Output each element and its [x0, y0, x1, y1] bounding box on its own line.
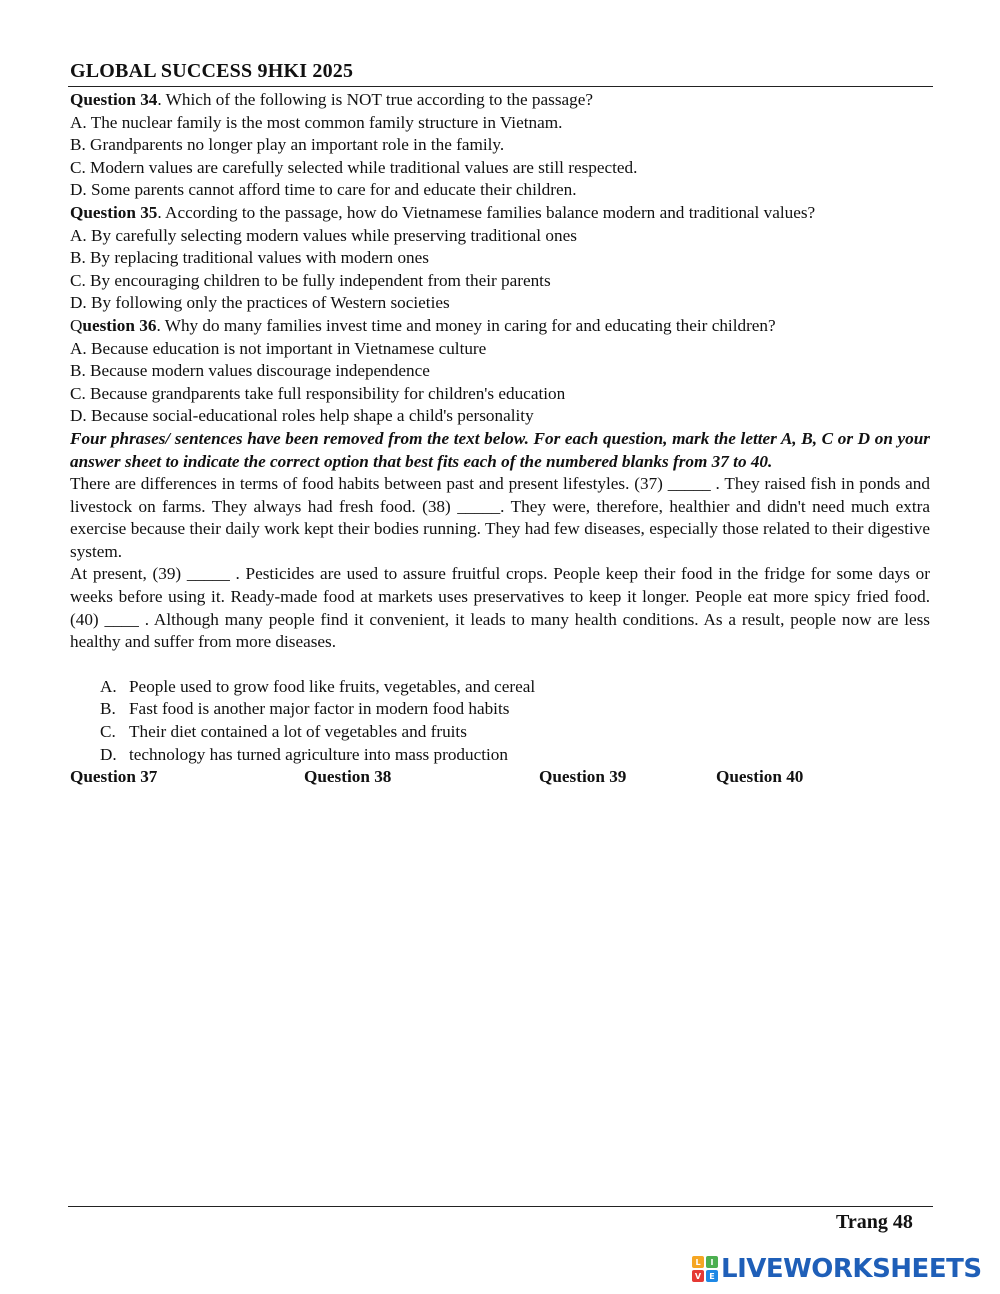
page-header-title: GLOBAL SUCCESS 9HKI 2025	[70, 60, 354, 82]
answer-slot-40[interactable]: Question 40	[716, 767, 804, 787]
answer-slot-row	[70, 766, 930, 790]
choice-text: People used to grow food like fruits, vegetables, and cereal	[129, 676, 536, 696]
question-option: D. Because social-educational roles help shape a child's personality	[70, 406, 534, 426]
footer-divider	[68, 1206, 933, 1207]
choice-list	[70, 676, 930, 766]
question-text: . According to the passage, how do Vietnamese families balance modern and traditional values?	[157, 202, 816, 222]
choice-letter: B.	[100, 699, 116, 719]
question-stem	[70, 315, 930, 338]
question-label: Question 34	[70, 90, 158, 109]
question-option: C. Modern values are carefully selected while traditional values are still respected.	[70, 157, 638, 177]
logo-letter: V	[692, 1270, 704, 1282]
question-text: . Which of the following is NOT true according to the passage?	[157, 90, 594, 109]
choice-item	[100, 721, 930, 744]
question-stem	[70, 202, 930, 225]
worksheet-content	[70, 89, 930, 790]
section-instruction: Four phrases/ sentences have been removed from the text below. For each question, mark the letter A, B, C or D on your answer sheet to indicate the correct option that best fits each of the numbered blanks from 37 to 40.	[70, 428, 930, 471]
answer-slot-39[interactable]: Question 39	[539, 767, 627, 787]
question-label-prefix: Q	[70, 315, 83, 335]
question-option: D. Some parents cannot afford time to care for and educate their children.	[70, 180, 577, 200]
question-36	[70, 315, 930, 428]
choice-letter: D.	[100, 744, 117, 764]
question-option: A. Because education is not important in Vietnamese culture	[70, 338, 487, 358]
choice-letter: A.	[100, 676, 117, 696]
choice-item	[100, 698, 930, 721]
question-option: D. By following only the practices of Western societies	[70, 293, 450, 313]
question-option: B. Because modern values discourage independence	[70, 361, 430, 381]
choice-item	[100, 744, 930, 767]
passage-paragraph: At present, (39) _____ . Pesticides are used to assure fruitful crops. People keep their food in the fridge for some days or weeks before using it. Ready-made food at markets uses preservatives to keep it longer. People eat more spicy fried food. (40) ____ . Although many people find it convenient, it leads to many health conditions. As a result, people now are less healthy and suffer from more diseases.	[70, 564, 930, 652]
question-option: C. Because grandparents take full responsibility for children's education	[70, 383, 566, 403]
liveworksheets-brand	[692, 1254, 982, 1284]
question-text: . Why do many families invest time and money in caring for and educating their children?	[156, 315, 776, 335]
question-option: A. The nuclear family is the most common family structure in Vietnam.	[70, 112, 563, 132]
logo-letter: E	[706, 1270, 718, 1282]
question-label: uestion 36	[82, 315, 157, 335]
question-label: Question 35	[70, 202, 158, 222]
page-number: Trang 48	[836, 1211, 913, 1233]
question-option: A. By carefully selecting modern values while preserving traditional ones	[70, 225, 577, 245]
answer-slot-38[interactable]: Question 38	[304, 767, 392, 787]
answer-slot-37[interactable]: Question 37	[70, 767, 158, 787]
passage-paragraph: There are differences in terms of food habits between past and present lifestyles. (37) _____ . They raised fish in ponds and livestock on farms. They always had fresh food. (38) _____. They were, therefore, healthier and didn't need much extra exercise because their daily work kept their bodies running. They had few diseases, especially those related to their digestive system.	[70, 474, 930, 561]
choice-text: technology has turned agriculture into mass production	[129, 744, 508, 764]
choice-text: Their diet contained a lot of vegetables and fruits	[129, 722, 467, 742]
choice-item	[100, 676, 930, 699]
liveworksheets-logo-icon	[692, 1256, 718, 1282]
question-option: C. By encouraging children to be fully independent from their parents	[70, 270, 551, 290]
choice-letter: C.	[100, 722, 116, 742]
question-option: B. Grandparents no longer play an important role in the family.	[70, 135, 505, 155]
question-35	[70, 202, 930, 315]
logo-letter: L	[692, 1256, 704, 1268]
brand-name: LIVEWORKSHEETS	[721, 1254, 982, 1284]
spacer	[70, 654, 930, 676]
header-divider	[68, 86, 933, 87]
choice-text: Fast food is another major factor in modern food habits	[129, 699, 510, 719]
logo-letter: I	[706, 1256, 718, 1268]
question-34	[70, 89, 930, 202]
question-stem	[70, 89, 930, 112]
question-option: B. By replacing traditional values with modern ones	[70, 248, 429, 268]
